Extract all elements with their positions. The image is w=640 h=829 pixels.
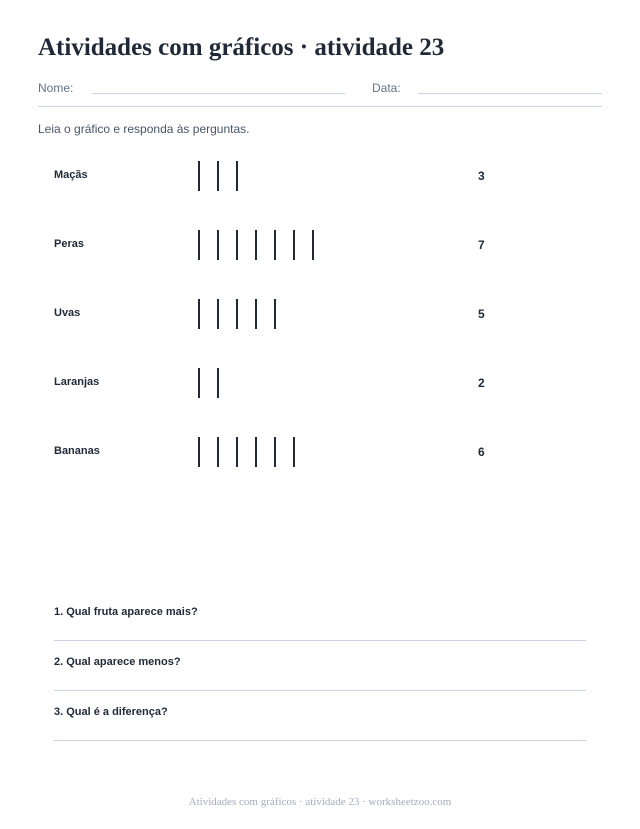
tally-label: Peras [54, 238, 84, 250]
tally-marks [198, 368, 438, 398]
tally-mark [312, 230, 314, 260]
tally-mark [217, 230, 219, 260]
tally-label: Maçãs [54, 169, 88, 181]
question-text: 2. Qual aparece menos? [54, 656, 181, 668]
tally-count: 5 [478, 307, 485, 321]
tally-marks [198, 230, 438, 260]
tally-mark [274, 230, 276, 260]
tally-mark [198, 437, 200, 467]
footer: Atividades com gráficos · atividade 23 · worksheetzoo.com [188, 796, 452, 808]
tally-mark [236, 299, 238, 329]
header-divider [38, 106, 602, 107]
question [54, 656, 586, 696]
answer-line[interactable] [54, 640, 586, 641]
tally-mark [293, 437, 295, 467]
tally-mark [236, 437, 238, 467]
tally-marks [198, 299, 438, 329]
tally-mark [274, 299, 276, 329]
tally-label: Laranjas [54, 376, 100, 388]
question-text: 1. Qual fruta aparece mais? [54, 606, 198, 618]
tally-mark [274, 437, 276, 467]
question [54, 606, 586, 646]
tally-marks [198, 437, 438, 467]
instructions: Leia o gráfico e responda às perguntas. [38, 122, 250, 136]
name-date-row [38, 80, 602, 100]
tally-mark [236, 230, 238, 260]
tally-row [54, 161, 586, 191]
page-title: Atividades com gráficos · atividade 23 [38, 34, 445, 61]
name-line [92, 93, 345, 94]
tally-mark [198, 368, 200, 398]
answer-line[interactable] [54, 740, 586, 741]
tally-count: 2 [478, 376, 485, 390]
tally-row [54, 368, 586, 398]
date-line [418, 93, 602, 94]
tally-mark [217, 368, 219, 398]
tally-label: Uvas [54, 307, 81, 319]
answer-line[interactable] [54, 690, 586, 691]
tally-row [54, 437, 586, 467]
tally-count: 7 [478, 238, 485, 252]
tally-mark [293, 230, 295, 260]
date-label: Data: [372, 81, 401, 95]
tally-mark [198, 161, 200, 191]
tally-mark [255, 437, 257, 467]
tally-mark [255, 299, 257, 329]
tally-mark [217, 437, 219, 467]
name-label: Nome: [38, 81, 74, 95]
question-text: 3. Qual é a diferença? [54, 706, 168, 718]
tally-row [54, 299, 586, 329]
tally-count: 3 [478, 169, 485, 183]
tally-mark [198, 230, 200, 260]
question [54, 706, 586, 746]
tally-mark [255, 230, 257, 260]
tally-mark [236, 161, 238, 191]
tally-marks [198, 161, 438, 191]
tally-row [54, 230, 586, 260]
tally-mark [198, 299, 200, 329]
tally-count: 6 [478, 445, 485, 459]
tally-label: Bananas [54, 445, 100, 457]
tally-mark [217, 161, 219, 191]
tally-mark [217, 299, 219, 329]
